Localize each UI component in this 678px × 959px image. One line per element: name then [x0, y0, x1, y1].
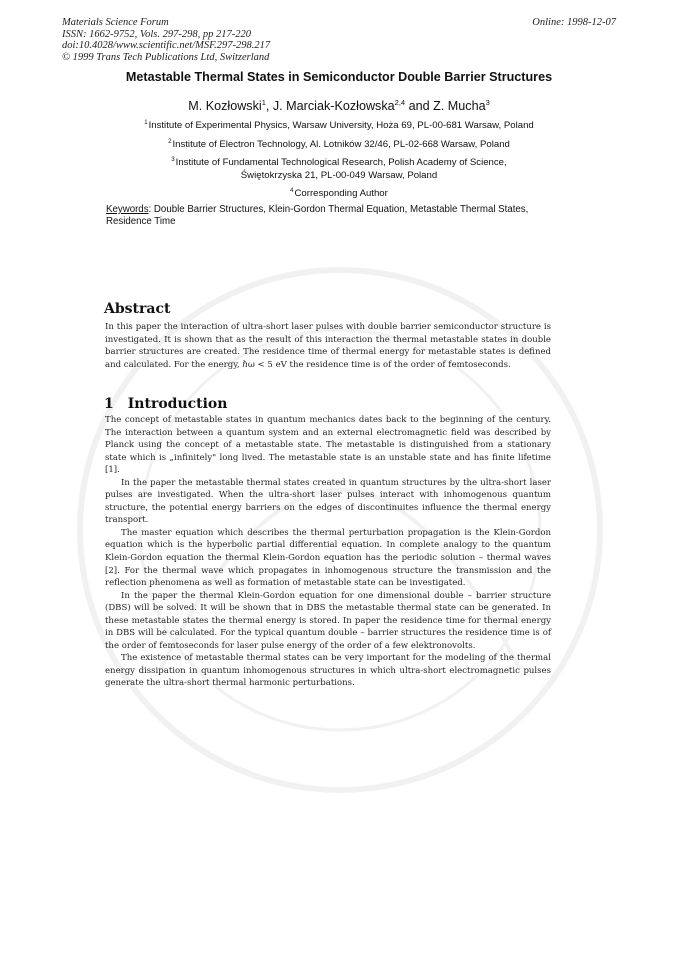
- affiliation-text: Corresponding Author: [294, 188, 388, 200]
- affiliation-superscript: 1: [144, 120, 148, 126]
- keywords-text: : Double Barrier Structures, Klein-Gordon Thermal Equation, Metastable Thermal States, Residence Time: [106, 204, 529, 228]
- affiliation-superscript: 2: [168, 138, 172, 145]
- affiliation-superscript: 4: [290, 188, 294, 195]
- author-name: Z. Mucha: [433, 99, 486, 113]
- copyright-line: © 1999 Trans Tech Publications Ltd, Switzerland: [62, 51, 270, 63]
- author-name: J. Marciak-Kozłowska: [272, 99, 395, 113]
- introduction-heading: [104, 396, 227, 412]
- journal-header: [62, 17, 270, 63]
- author-list: [0, 98, 678, 113]
- issn-line: ISSN: 1662-9752, Vols. 297-298, pp 217-220: [62, 28, 251, 40]
- abstract-heading: Abstract: [104, 301, 171, 317]
- keywords: [106, 204, 558, 229]
- paper-title: Metastable Thermal States in Semiconductor Double Barrier Structures: [125, 70, 553, 84]
- affiliation-text: Institute of Electron Technology, Al. Lotników 32/46, PL-02-668 Warsaw, Poland: [172, 138, 510, 150]
- introduction-body: [105, 414, 551, 690]
- doi-link[interactable]: doi:10.4028/www.scientific.net/MSF.297-298.217: [62, 40, 271, 52]
- section-number: 1: [104, 396, 114, 412]
- affiliation: [0, 154, 678, 182]
- author-separator: ,: [265, 99, 273, 113]
- author-separator: and: [405, 99, 434, 113]
- author-superscript: 1: [261, 98, 266, 107]
- intro-paragraph: The existence of metastable thermal states can be very important for the modeling of the thermal energy dissipation in quantum inhomogenous structures in which ultra-short electromagnetic pulses generate the ultra-short thermal harmonic perturbations.: [105, 653, 551, 689]
- affiliation-text: Institute of Fundamental Technological Research, Polish Academy of Science,: [175, 157, 507, 169]
- affiliation: [0, 136, 678, 152]
- intro-paragraph: In the paper the thermal Klein-Gordon equation for one dimensional double – barrier structure (DBS) will be solved. It will be shown that in DBS the metastable thermal state can be generated. In these metastable states the thermal energy is stored. In paper the residence time for thermal energy in DBS will be calculated. For the typical quantum double – barrier structures the residence time is of the order of femtoseconds for laser pulse energy of the order of a few elektronovolts.: [105, 590, 551, 651]
- intro-paragraph: The concept of metastable states in quantum mechanics dates back to the beginning of the century. The interaction between a quantum system and an external electromagnetic field was described by Planck using the concept of a metastable state. The metastable is distinguished from a stationary state which is „infinitely" long lived. The metastable state is an unstable state and has finite lifetime [1].: [105, 415, 551, 476]
- author-superscript: 2,4: [394, 98, 406, 107]
- abstract-text: In this paper the interaction of ultra-short laser pulses with double barrier semiconductor structure is investigated. It is shown that as the result of this interaction the thermal metastable states in double barrier structures are created. The residence time of thermal energy for metastable states is defined and calculated. For the energy, ℏω < 5 eV the residence time is of the order of femtoseconds.: [105, 322, 551, 370]
- affiliations: [0, 117, 678, 204]
- intro-paragraph: In the paper the metastable thermal states created in quantum structures by the ultra-short laser pulses are investigated. When the ultra-short laser pulses interact with inhomogenous quantum structure, the potential energy barriers on the edges of discontinuites influence the thermal energy transport.: [105, 477, 551, 526]
- author-superscript: 3: [485, 98, 490, 107]
- section-title: Introduction: [127, 396, 228, 412]
- affiliation-text-line2: Świętokrzyska 21, PL-00-049 Warsaw, Poland: [240, 169, 438, 181]
- affiliation-text: Institute of Experimental Physics, Warsaw University, Hoża 69, PL-00-681 Warsaw, Poland: [148, 120, 534, 131]
- keywords-label: Keywords: [106, 204, 149, 215]
- affiliation: [0, 185, 678, 201]
- online-date: Online: 1998-12-07: [532, 17, 616, 28]
- affiliation-superscript: 3: [171, 157, 175, 164]
- journal-name: Materials Science Forum: [62, 17, 169, 28]
- author-name: M. Kozłowski: [188, 99, 262, 113]
- intro-paragraph: The master equation which describes the thermal perturbation propagation is the Klein-Gordon equation which is the hyperbolic partial differential equation. In complete analogy to the quantum Klein-Gordon equation the thermal Klein-Gordon equation has the periodic solution – thermal waves [2]. For the thermal wave which propagates in inhomogenous structure the transmission and the reflection phenomena as well as formation of metastable state can be investigated.: [105, 527, 551, 589]
- affiliation: [0, 117, 678, 133]
